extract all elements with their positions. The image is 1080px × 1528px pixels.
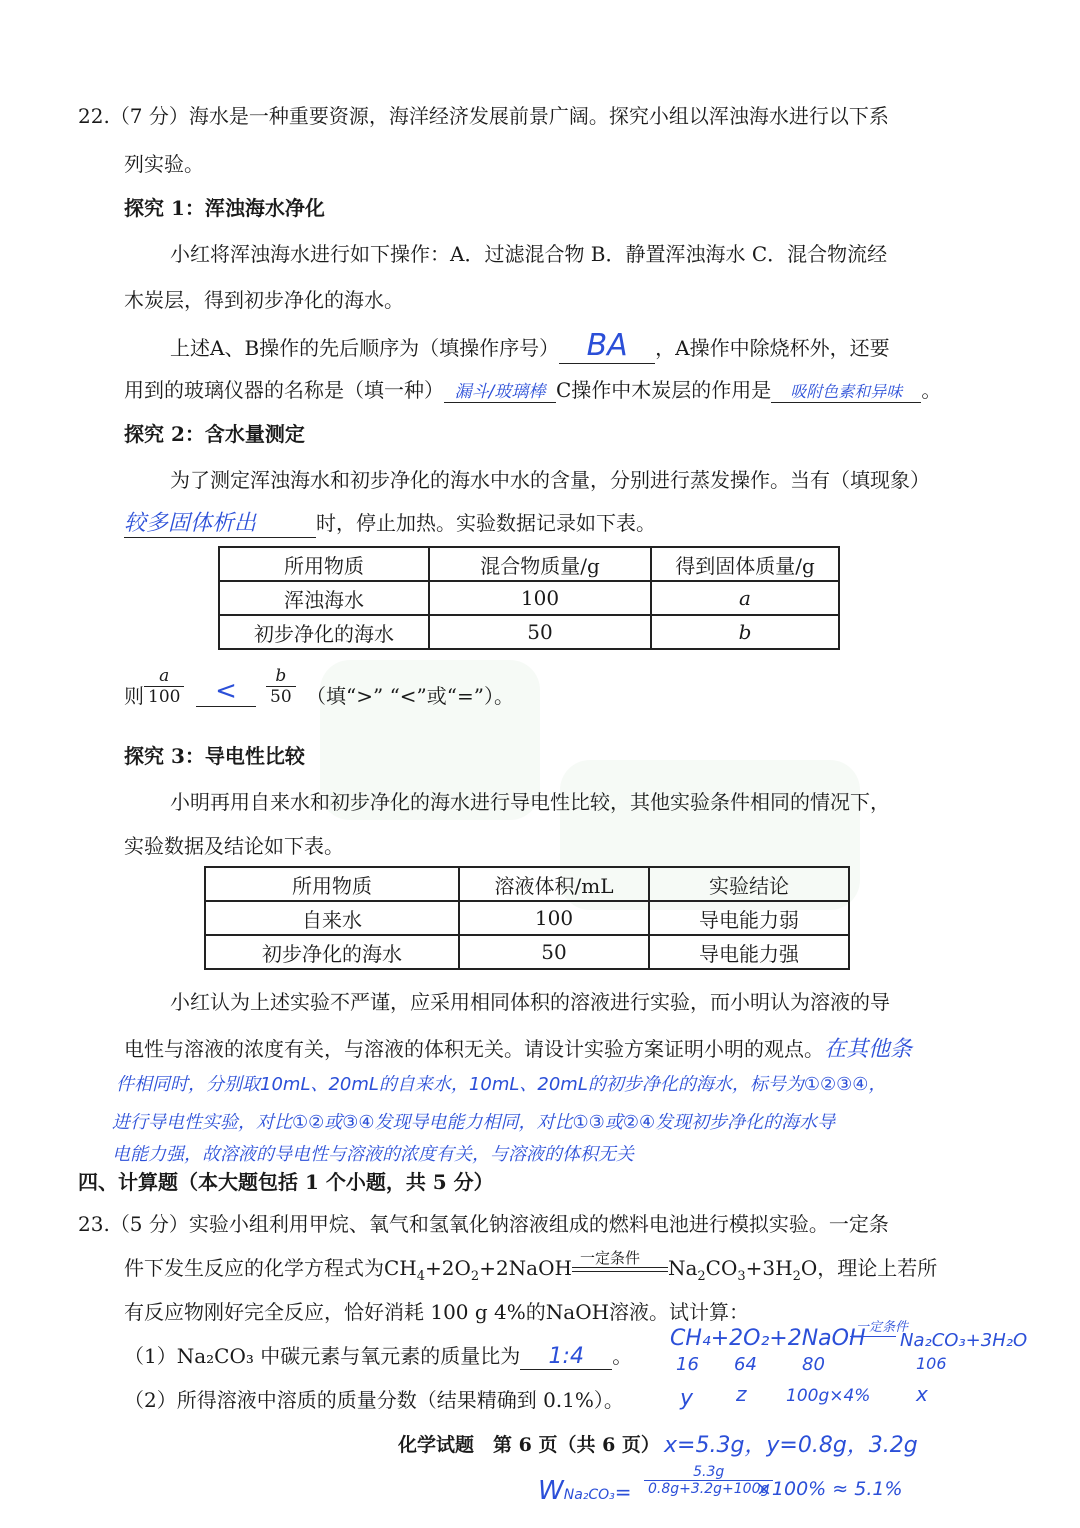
ex2-title: 探究 2：含水量测定 [124,422,305,446]
table-header: 得到固体质量/g [651,547,839,581]
fraction-denominator: 50 [270,687,292,707]
work-m2: 64 [734,1354,757,1375]
table-cell: 浑浊海水 [219,581,429,615]
table-cell: 自来水 [205,901,459,935]
conductivity-table [204,866,850,970]
w-result: ×100% ≈ 5.1% [756,1478,903,1500]
ex1-title: 探究 1：浑浊海水净化 [124,196,325,220]
equation-right: $Na_2CO_3+3H_2O$ [667,1256,818,1284]
q22-number: 22. [78,104,110,128]
work-m1: 16 [676,1354,699,1375]
ex3-line3: 小红认为上述实验不严谨，应采用相同体积的溶液进行实验，而小明认为溶液的导 [170,990,890,1014]
table-row [219,615,839,649]
q23-line3: 有反应物刚好完全反应，恰好消耗 100 g 4%的NaOH溶液。试计算： [124,1300,750,1324]
ex1-line4 [124,374,941,403]
equation-left: $CH_4+2O_2+2NaOH$ [384,1256,572,1284]
q23-sub1-end: 。 [612,1344,633,1368]
w-subscript: Na₂CO₃ [563,1487,615,1503]
table-header: 所用物质 [205,867,459,901]
section-4-heading: 四、计算题（本大题包括 1 个小题，共 5 分） [78,1170,494,1194]
w-numerator: 5.3g [644,1464,773,1481]
ex1-order-prompt: 上述A、B操作的先后顺序为（填操作序号） [170,336,560,360]
ex3-title: 探究 3：导电性比较 [124,744,305,768]
table-header-row [205,867,849,901]
table-cell: 导电能力弱 [649,901,849,935]
then-label: 则 [124,684,144,708]
fraction-numerator: a [144,666,184,687]
instrument-answer: 漏斗/玻璃棒 [444,377,556,403]
table-cell: a [651,581,839,615]
compare-answer: < [196,676,256,707]
q23-line2 [124,1249,938,1284]
q23-sub2: （2）所得溶液中溶质的质量分数（结果精确到 0.1%）。 [124,1388,624,1412]
q23-sub1 [124,1340,632,1370]
fraction-a-100 [144,666,184,707]
q23-line2-tail: ，理论上若所 [817,1256,938,1280]
q23-points: （5 分） [109,1212,189,1236]
work-m4: 106 [916,1354,947,1373]
charcoal-answer: 吸附色素和异味 [771,379,921,403]
w-denominator: 0.8g+3.2g+100g [648,1481,770,1497]
scheme-answer-line2: 件相同时，分别取10mL、20mL的自来水，10mL、20mL的初步净化的海水，标号为①②③④， [116,1074,887,1095]
work-eq-right: Na₂CO₃+3H₂O [900,1330,1028,1351]
work-eq-left: CH₄+2O₂+2NaOH [670,1326,866,1351]
work-m3: 80 [802,1354,825,1375]
compare-blank [196,676,256,707]
q22-intro-text: 海水是一种重要资源，海洋经济发展前景广阔。探究小组以浑浊海水进行以下系 [188,104,889,128]
ex1-line2: 木炭层，得到初步净化的海水。 [124,288,404,312]
ex2-line1: 为了测定浑浊海水和初步净化的海水中水的含量，分别进行蒸发操作。当有（填现象） [170,468,930,492]
ex3-line4 [124,1032,912,1063]
q23-equation-prompt: 件下发生反应的化学方程式为 [124,1256,384,1280]
ex1-line1: 小红将浑浊海水进行如下操作：A．过滤混合物 B．静置浑浊海水 C．混合物流经 [170,242,888,266]
fill-hint: （填“>” “<”或“=”）。 [306,684,514,708]
q22-points: （7 分） [109,104,189,128]
work-eq-cond: 一定条件 [856,1320,909,1335]
order-answer-blank [559,328,655,364]
equation-condition: 一定条件 [579,1249,640,1267]
equation-bar [572,1267,668,1268]
table-header: 实验结论 [649,867,849,901]
page-footer: 化学试题 第 6 页（共 6 页） [398,1434,660,1456]
work-v2: z [736,1382,747,1406]
scheme-answer-line4: 电能力强，故溶液的导电性与溶液的浓度有关，与溶液的体积无关 [112,1144,634,1165]
w-label: W [538,1476,564,1506]
equation-bar [572,1271,668,1272]
fraction-denominator: 100 [148,687,181,707]
phenomenon-answer: 较多固体析出 [124,506,316,538]
work-result: x=5.3g，y=0.8g，3.2g [664,1433,918,1458]
order-answer: BA [586,328,628,363]
q22-intro [78,100,889,129]
mass-table [218,546,840,650]
mass-fraction-symbol: WNa₂CO₃= [538,1476,632,1506]
table-cell: 100 [429,581,651,615]
ex3-line2: 实验数据及结论如下表。 [124,834,344,858]
work-v4: x [916,1382,928,1406]
work-v1: y [680,1386,694,1411]
ex1-line4-end: 。 [921,378,942,402]
mass-fraction [644,1464,773,1497]
q23-number: 23. [78,1212,110,1236]
table-header: 混合物质量/g [429,547,651,581]
table-cell: 初步净化的海水 [219,615,429,649]
q23-line1 [78,1208,889,1237]
ex1-instrument-prompt: 用到的玻璃仪器的名称是（填一种） [124,378,444,402]
scheme-answer-start: 在其他条 [824,1037,913,1062]
table-header-row [219,547,839,581]
ex2-line2-text: 时，停止加热。实验数据记录如下表。 [316,511,656,535]
table-cell: 50 [429,615,651,649]
scheme-answer-line3: 进行导电性实验，对比①②或③④发现导电能力相同，对比①③或②④发现初步净化的海水导 [112,1112,836,1133]
ex1-order-tail: ，A操作中除烧杯外，还要 [655,336,890,360]
q22-intro-line2: 列实验。 [124,152,204,176]
fraction-b-50 [266,666,296,707]
table-cell: 导电能力强 [649,935,849,969]
fraction-numerator: b [266,666,296,687]
table-header: 溶液体积/mL [459,867,649,901]
ratio-answer: 1:4 [520,1344,612,1370]
work-v3: 100g×4% [786,1386,871,1406]
table-cell: 100 [459,901,649,935]
ex2-line2 [124,506,656,538]
table-row [205,935,849,969]
table-header: 所用物质 [219,547,429,581]
work-eq-arrow [850,1336,896,1337]
ex1-line3 [170,328,890,364]
table-row [219,581,839,615]
ex1-charcoal-prompt: C操作中木炭层的作用是 [556,378,772,402]
ex3-line1: 小明再用自来水和初步净化的海水进行导电性比较，其他实验条件相同的情况下， [170,790,890,814]
equation-arrow [572,1249,668,1275]
table-row [205,901,849,935]
table-cell: 50 [459,935,649,969]
ex3-line4-text: 电性与溶液的浓度有关，与溶液的体积无关。请设计实验方案证明小明的观点。 [124,1037,824,1061]
q23-sub1-text: （1）Na₂CO₃ 中碳元素与氧元素的质量比为 [124,1344,521,1368]
table-cell: b [651,615,839,649]
table-cell: 初步净化的海水 [205,935,459,969]
q23-line1-text: 实验小组利用甲烷、氧气和氢氧化钠溶液组成的燃料电池进行模拟实验。一定条 [188,1212,889,1236]
